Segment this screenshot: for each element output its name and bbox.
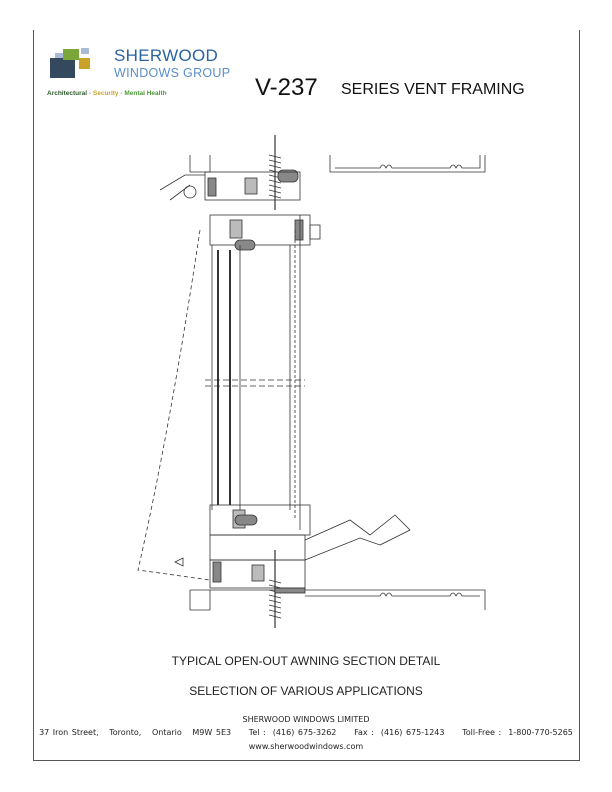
tagline: Architectural - Security - Mental Health [47, 90, 167, 97]
drawing-subcaption: SELECTION OF VARIOUS APPLICATIONS [189, 684, 423, 698]
company-group: WINDOWS GROUP [114, 66, 231, 80]
page-title: SERIES VENT FRAMING [341, 81, 525, 98]
section-detail-drawing [130, 130, 500, 630]
tagline-security: Security [92, 90, 119, 97]
drawing-caption: TYPICAL OPEN-OUT AWNING SECTION DETAIL [171, 654, 441, 668]
footer-website-link[interactable]: www.sherwoodwindows.com [248, 742, 364, 751]
footer-address: 37 Iron Street, Toronto, Ontario M9W 5E3 Tel : (416) 675-3262 Fax : (416) 675-1243 Toll-Free : 1-800-770-5265 [39, 728, 573, 737]
footer-company: SHERWOOD WINDOWS LIMITED [242, 715, 370, 724]
company-name: SHERWOOD [114, 46, 219, 65]
tagline-architectural: Architectural [47, 90, 88, 97]
tagline-mental-health: Mental Health [124, 90, 167, 97]
company-logo-icon [50, 46, 94, 78]
product-code: V-237 [255, 74, 318, 101]
